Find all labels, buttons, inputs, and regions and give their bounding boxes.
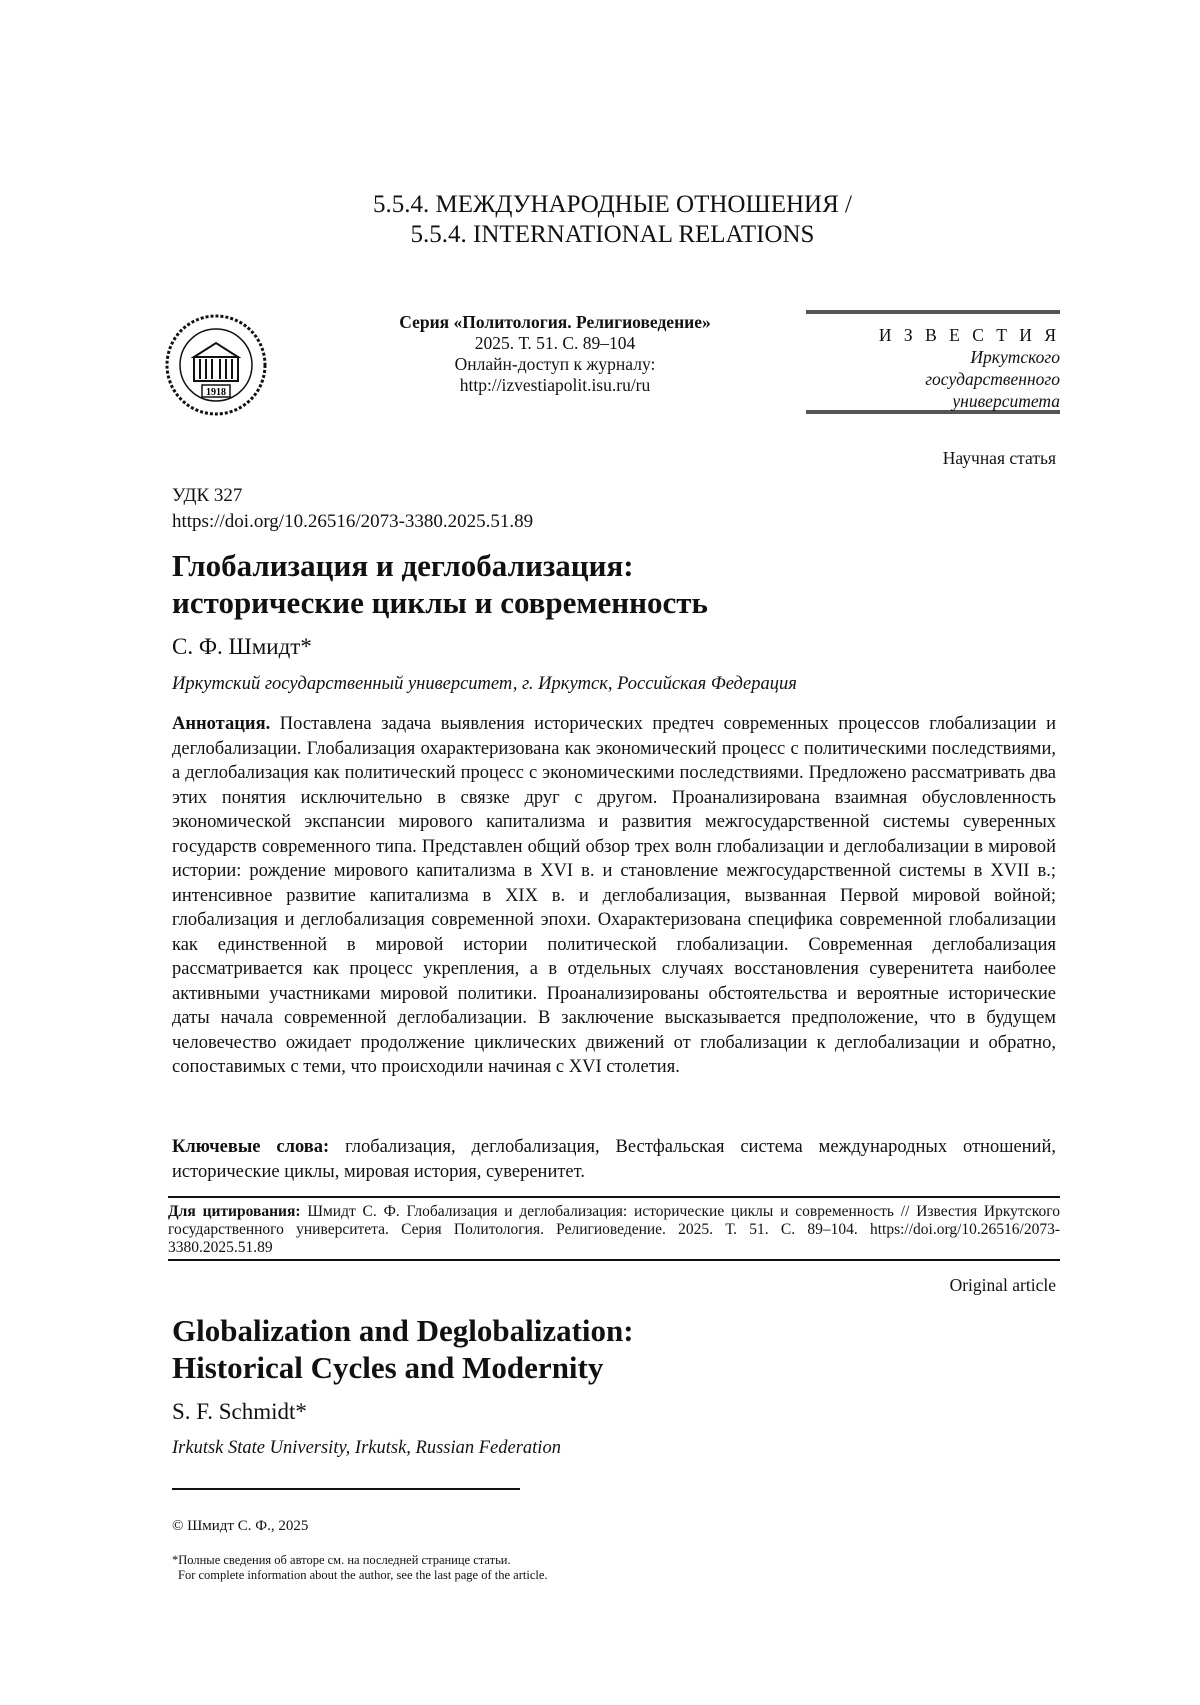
journal-name: И З В Е С Т И Я — [806, 324, 1060, 346]
university-seal-icon — [164, 313, 268, 417]
series-access: Онлайн-доступ к журналу: — [390, 354, 720, 375]
footnote-en: For complete information about the author, see the last page of the article. — [172, 1568, 548, 1583]
journal-name-box — [806, 310, 1060, 414]
section-heading-ru: 5.5.4. МЕЖДУНАРОДНЫЕ ОТНОШЕНИЯ / — [0, 190, 1200, 220]
journal-line1: Иркутского — [806, 346, 1060, 368]
section-heading-en: 5.5.4. INTERNATIONAL RELATIONS — [0, 220, 1200, 250]
title-ru-line1: Глобализация и деглобализация: — [172, 547, 708, 584]
udk-code: УДК 327 — [172, 483, 533, 509]
keywords — [172, 1135, 1056, 1184]
abstract-label: Аннотация. — [172, 714, 270, 734]
author-footnote — [172, 1553, 548, 1583]
keywords-text: глобализация, деглобализация, Вестфальская система международных отношений, исторические циклы, мировая история, суверенитет. — [172, 1137, 1056, 1182]
affiliation-en: Irkutsk State University, Irkutsk, Russian Federation — [172, 1438, 561, 1459]
citation-text: Шмидт С. Ф. Глобализация и деглобализация: исторические циклы и современность // Известия Иркутского государственного университета. Серия Политология. Религиоведение. 2025. Т. 51. С. 89–104. https://doi.org/10.26516/2073-3380.2025.51.89 — [168, 1203, 1060, 1256]
keywords-label: Ключевые слова: — [172, 1137, 329, 1157]
author-en: S. F. Schmidt* — [172, 1399, 307, 1425]
university-seal-logo — [164, 313, 268, 417]
journal-line3: университета — [806, 390, 1060, 412]
series-title: Серия «Политология. Религиоведение» — [390, 312, 720, 333]
series-volume: 2025. Т. 51. С. 89–104 — [390, 333, 720, 354]
affiliation-ru: Иркутский государственный университет, г. Иркутск, Российская Федерация — [172, 674, 797, 695]
title-en-line2: Historical Cycles and Modernity — [172, 1349, 634, 1386]
doi-link[interactable]: https://doi.org/10.26516/2073-3380.2025.51.89 — [172, 509, 533, 535]
footnote-ru: *Полные сведения об авторе см. на последней странице статьи. — [172, 1553, 548, 1568]
section-heading — [0, 190, 1200, 250]
title-ru-line2: исторические циклы и современность — [172, 584, 708, 621]
article-title-en — [172, 1312, 634, 1386]
series-info — [390, 312, 720, 396]
abstract-text: Поставлена задача выявления исторических предтеч современных процессов глобализации и деглобализации. Глобализация охарактеризована как экономический процесс с политическими последствиями, а деглобализация как политический процесс с экономическими последствиями. Предложено рассматривать два этих понятия исключительно в связке друг с другом. Проанализирована взаимная обусловленность экономической экспансии мирового капитализма и развития межгосударственной системы суверенных государств современного типа. Представлен общий обзор трех волн глобализации и деглобализации в мировой истории: рождение мирового капитализма в XVI в. и становление межгосударственной системы в XVII в.; интенсивное развитие капитализма в XIX в. и деглобализация, вызванная Первой мировой войной; глобализация и деглобализация современной эпохи. Охарактеризована специфика современной глобализации как единственной в мировой истории политической глобализации. Современная деглобализация рассматривается как процесс укрепления, а в отдельных случаях восстановления суверенитета наиболее активными участниками мировой политики. Проанализированы обстоятельства и вероятные исторические даты начала современной деглобализации. В заключение высказывается предположение, что в будущем человечество ожидает продолжение циклических движений от глобализации к деглобализации и обратно, сопоставимых с теми, что происходили начиная с XVI столетия. — [172, 714, 1056, 1077]
article-type-ru: Научная статья — [943, 448, 1056, 469]
article-title-ru — [172, 547, 708, 621]
author-ru: С. Ф. Шмидт* — [172, 634, 312, 660]
abstract — [172, 712, 1056, 1080]
copyright: © Шмидт С. Ф., 2025 — [172, 1518, 308, 1535]
footnote-divider — [172, 1488, 520, 1490]
article-type-en: Original article — [950, 1275, 1056, 1296]
citation-box — [168, 1196, 1060, 1261]
seal-year: 1918 — [206, 387, 226, 398]
citation-label: Для цитирования: — [168, 1203, 301, 1220]
journal-line2: государственного — [806, 368, 1060, 390]
series-url[interactable]: http://izvestiapolit.isu.ru/ru — [390, 375, 720, 396]
title-en-line1: Globalization and Deglobalization: — [172, 1312, 634, 1349]
udk-block — [172, 483, 533, 535]
